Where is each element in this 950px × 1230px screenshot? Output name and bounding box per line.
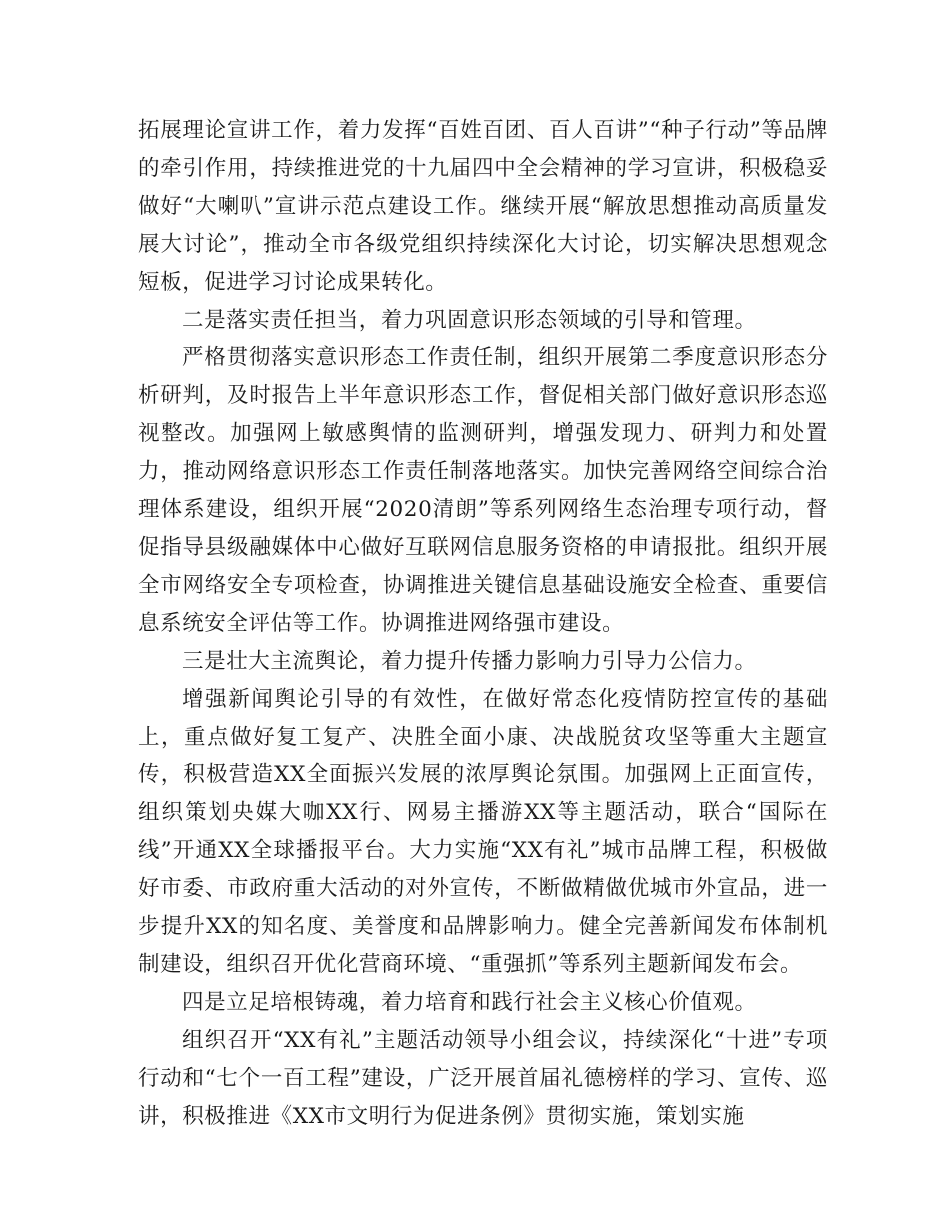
document-body (138, 112, 828, 1135)
section-heading-2: 二是落实责任担当，着力巩固意识形态领域的引导和管理。 (182, 307, 757, 333)
section-heading-3: 三是壮大主流舆论，着力提升传播力影响力引导力公信力。 (182, 648, 757, 674)
paragraph-ideology: 严格贯彻落实意识形态工作责任制，组织开展第二季度意识形态分析研判，及时报告上半年意识形态工作，督促相关部门做好意识形态巡视整改。加强网上敏感舆情的监测研判，增强发现力、研判力和处置力，推动网络意识形态工作责任制落地落实。加快完善网络空间综合治理体系建设，组织开展“2020清朗”等系列网络生态治理专项行动，督促指导县级融媒体中心做好互联网信息服务资格的申请报批。组织开展全市网络安全专项检查，协调推进关键信息基础设施安全检查、重要信息系统安全评估等工作。协调推进网络强市建设。 (138, 345, 828, 636)
section-heading-4: 四是立足培根铸魂，着力培育和践行社会主义核心价值观。 (182, 989, 757, 1015)
paragraph-public-opinion: 增强新闻舆论引导的有效性，在做好常态化疫情防控宣传的基础上，重点做好复工复产、决胜全面小康、决战脱贫攻坚等重大主题宣传，积极营造XX全面振兴发展的浓厚舆论氛围。加强网上正面宣传，组织策划央媒大咖XX行、网易主播游XX等主题活动，联合“国际在线”开通XX全球播报平台。大力实施“XX有礼”城市品牌工程，积极做好市委、市政府重大活动的对外宣传，不断做精做优城市外宣品，进一步提升XX的知名度、美誉度和品牌影响力。健全完善新闻发布体制机制建设，组织召开优化营商环境、“重强抓”等系列主题新闻发布会。 (138, 686, 828, 977)
paragraph-continuation: 拓展理论宣讲工作，着力发挥“百姓百团、百人百讲”“种子行动”等品牌的牵引作用，持续推进党的十九届四中全会精神的学习宣讲，积极稳妥做好“大喇叭”宣讲示范点建设工作。继续开展“解放思想推动高质量发展大讨论”，推动全市各级党组织持续深化大讨论，切实解决思想观念短板，促进学习讨论成果转化。 (138, 118, 828, 295)
paragraph-core-values: 组织召开“XX有礼”主题活动领导小组会议，持续深化“十进”专项行动和“七个一百工程”建设，广泛开展首届礼德榜样的学习、宣传、巡讲，积极推进《XX市文明行为促进条例》贯彻实施，策划实施 (138, 1027, 828, 1129)
